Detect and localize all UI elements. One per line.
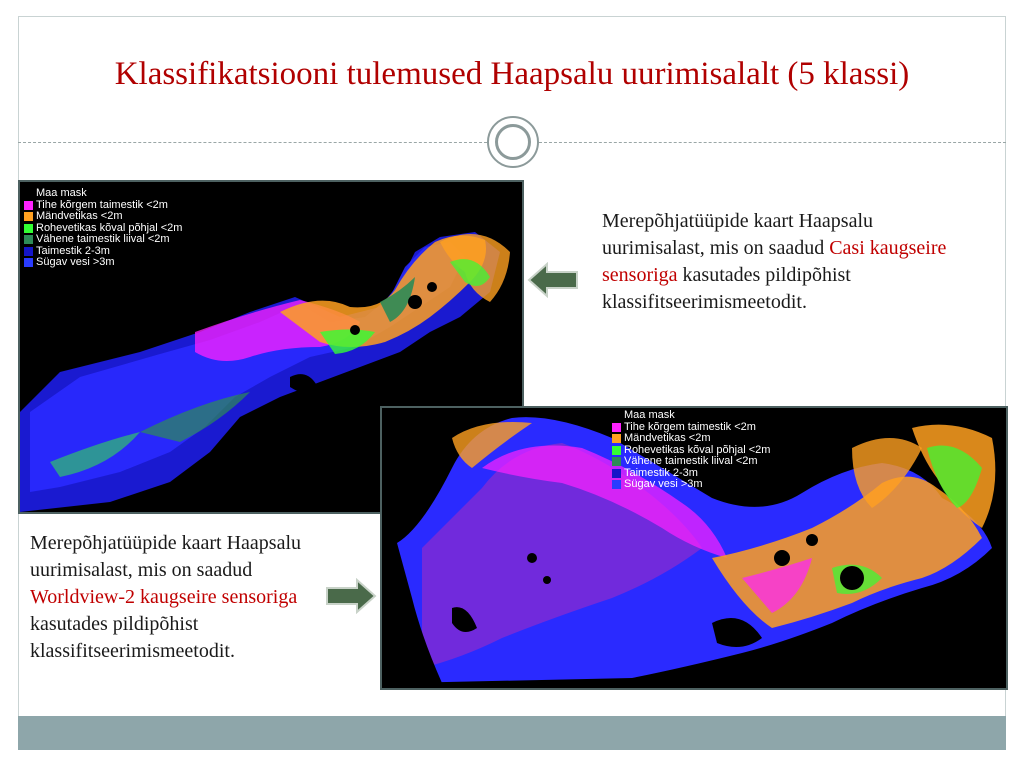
casi-description: Merepõhjatüüpide kaart Haapsalu uurimisalast, mis on saadud Casi kaugseire sensoriga kasutades pildipõhist klassifitseerimismeetodit. [602,210,947,313]
legend-swatch [24,235,33,244]
legend-item: Vähene taimestik liival <2m [24,234,182,246]
legend-item: Tihe kõrgem taimestik <2m [612,422,770,434]
legend-item: Rohevetikas kõval põhjal <2m [24,223,182,235]
legend-item: Vähene taimestik liival <2m [612,456,770,468]
legend-item: Rohevetikas kõval põhjal <2m [612,445,770,457]
worldview-sensor-highlight: Worldview-2 kaugseire sensoriga [30,586,298,608]
legend-item: Sügav vesi >3m [24,257,182,269]
legend-swatch [612,434,621,443]
arrow-left-icon [527,262,579,298]
legend-swatch [24,247,33,256]
legend-item: Taimestik 2-3m [24,246,182,258]
legend-item: Tihe kõrgem taimestik <2m [24,200,182,212]
legend-swatch [24,189,33,198]
legend-swatch [24,212,33,221]
legend-swatch [612,411,621,420]
legend-swatch [612,480,621,489]
legend-item: Maa mask [612,410,770,422]
legend-item: Taimestik 2-3m [612,468,770,480]
divider-left [18,142,487,143]
legend-swatch [24,201,33,210]
divider-right [539,142,1006,143]
worldview-classification-map [380,406,1008,690]
slide-title: Klassifikatsiooni tulemused Haapsalu uurimisalalt (5 klassi) [114,56,910,92]
worldview-map-legend [612,410,770,491]
legend-item: Mändvetikas <2m [612,433,770,445]
legend-item: Sügav vesi >3m [612,479,770,491]
casi-map-legend [24,188,182,269]
legend-swatch [24,258,33,267]
legend-swatch [612,469,621,478]
footer-bar [18,716,1006,750]
legend-swatch [612,423,621,432]
casi-sensor-highlight: Casi kaugseire sensoriga [602,237,947,286]
arrow-right-icon [325,578,377,614]
legend-swatch [24,224,33,233]
legend-swatch [612,446,621,455]
divider-circle-icon [487,116,539,168]
legend-item: Maa mask [24,188,182,200]
legend-swatch [612,457,621,466]
worldview-description: Merepõhjatüüpide kaart Haapsalu uurimisalast, mis on saadud Worldview-2 kaugseire sensoriga kasutades pildipõhist klassifitseerimismeetodit. [30,532,302,662]
legend-item: Mändvetikas <2m [24,211,182,223]
